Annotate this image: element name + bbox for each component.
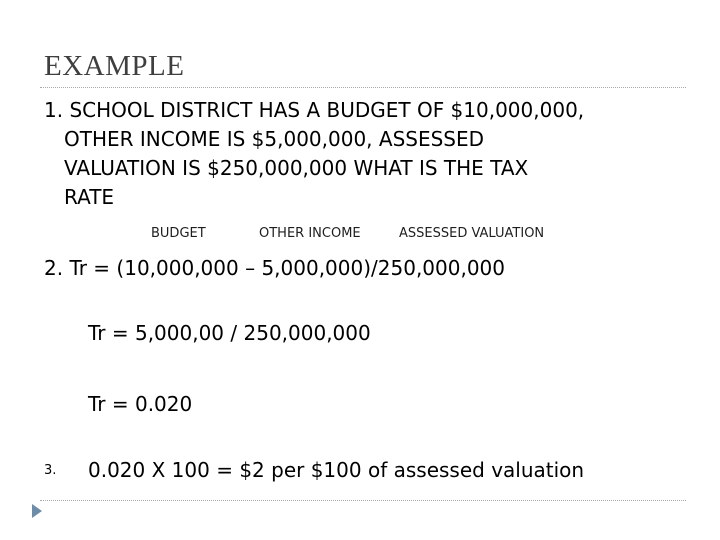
problem-line-3: VALUATION IS $250,000,000 WHAT IS THE TAX xyxy=(64,156,529,180)
label-other-income: OTHER INCOME xyxy=(259,226,361,241)
equation-step-3: 0.020 X 100 = $2 per $100 of assessed valuation xyxy=(88,458,585,482)
step-3-number: 3. xyxy=(44,463,57,478)
equation-step-2c: Tr = 0.020 xyxy=(88,392,193,416)
slide-title: EXAMPLE xyxy=(44,50,185,82)
play-arrow-icon xyxy=(32,504,42,518)
label-assessed-valuation: ASSESSED VALUATION xyxy=(399,226,545,241)
problem-line-2: OTHER INCOME IS $5,000,000, ASSESSED xyxy=(64,127,485,151)
equation-step-2b: Tr = 5,000,00 / 250,000,000 xyxy=(88,321,371,345)
bottom-divider xyxy=(40,500,686,501)
equation-step-2: 2. Tr = (10,000,000 – 5,000,000)/250,000,000 xyxy=(44,256,506,280)
top-divider xyxy=(40,87,686,88)
label-budget: BUDGET xyxy=(151,226,206,241)
problem-line-4: RATE xyxy=(64,185,115,209)
problem-line-1: 1. SCHOOL DISTRICT HAS A BUDGET OF $10,000,000, xyxy=(44,98,585,122)
